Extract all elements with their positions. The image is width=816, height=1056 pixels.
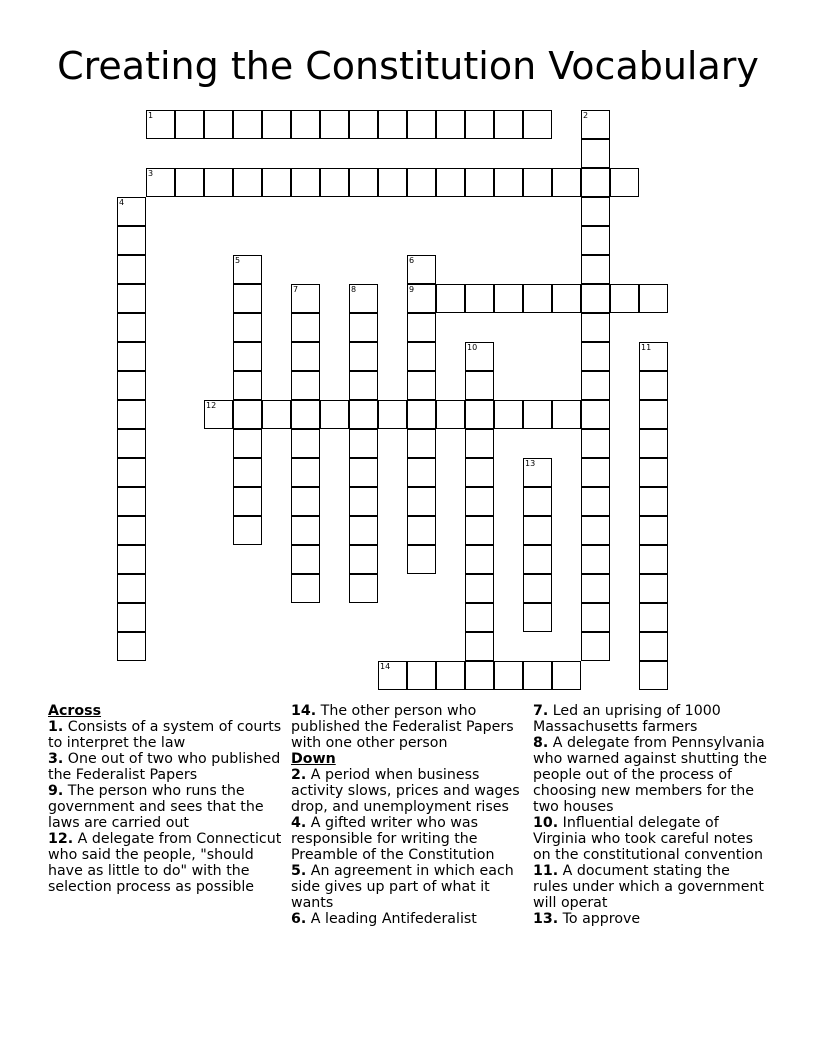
clue-text: Led an uprising of 1000 Massachusetts farmers	[533, 703, 721, 735]
clue-down-10	[533, 815, 769, 863]
grid-cell[interactable]	[581, 342, 610, 371]
grid-cell[interactable]	[262, 110, 291, 139]
grid-cell[interactable]	[407, 168, 436, 197]
clue-text: A leading Antifederalist	[310, 911, 477, 927]
grid-cell[interactable]	[581, 487, 610, 516]
grid-cell[interactable]	[581, 313, 610, 342]
grid-cell[interactable]	[639, 574, 668, 603]
grid-cell[interactable]	[610, 168, 639, 197]
grid-cell[interactable]	[465, 661, 494, 690]
grid-cell[interactable]	[233, 458, 262, 487]
grid-cell[interactable]	[639, 661, 668, 690]
clue-down-8	[533, 735, 769, 815]
clue-text: The other person who published the Federalist Papers with one other person	[291, 703, 514, 751]
grid-cell[interactable]	[552, 284, 581, 313]
clue-number: 5.	[291, 863, 307, 879]
grid-cell[interactable]	[117, 487, 146, 516]
clue-down-4	[291, 815, 527, 863]
cell-number: 14	[380, 662, 391, 671]
grid-cell[interactable]	[523, 661, 552, 690]
grid-cell[interactable]	[349, 458, 378, 487]
grid-cell[interactable]	[581, 284, 610, 313]
cell-number: 1	[148, 111, 154, 120]
clue-across-1	[48, 719, 284, 751]
grid-cell[interactable]	[581, 168, 610, 197]
grid-cell[interactable]	[523, 400, 552, 429]
grid-cell[interactable]	[465, 516, 494, 545]
grid-cell[interactable]	[639, 458, 668, 487]
clue-number: 8.	[533, 735, 549, 751]
grid-cell[interactable]	[581, 371, 610, 400]
grid-cell[interactable]	[233, 429, 262, 458]
grid-cell[interactable]	[291, 110, 320, 139]
grid-cell[interactable]	[552, 168, 581, 197]
grid-cell[interactable]	[262, 400, 291, 429]
grid-cell[interactable]	[117, 255, 146, 284]
grid-cell[interactable]	[117, 342, 146, 371]
down-header: Down	[291, 751, 336, 767]
grid-cell[interactable]	[349, 342, 378, 371]
grid-cell[interactable]	[233, 371, 262, 400]
grid-cell[interactable]	[291, 516, 320, 545]
grid-cell[interactable]	[465, 458, 494, 487]
grid-cell[interactable]	[407, 110, 436, 139]
grid-cell[interactable]	[320, 168, 349, 197]
grid-cell[interactable]	[465, 487, 494, 516]
grid-cell[interactable]	[349, 545, 378, 574]
cell-number: 8	[351, 285, 357, 294]
grid-cell[interactable]	[639, 603, 668, 632]
grid-cell[interactable]	[581, 545, 610, 574]
grid-cell[interactable]	[117, 632, 146, 661]
grid-cell[interactable]	[465, 371, 494, 400]
grid-cell[interactable]	[117, 574, 146, 603]
grid-cell[interactable]	[349, 168, 378, 197]
grid-cell[interactable]	[407, 487, 436, 516]
grid-cell[interactable]	[581, 139, 610, 168]
grid-cell[interactable]	[117, 371, 146, 400]
grid-cell[interactable]	[407, 255, 436, 284]
grid-cell[interactable]	[233, 110, 262, 139]
grid-cell[interactable]	[610, 284, 639, 313]
grid-cell[interactable]	[552, 400, 581, 429]
grid-cell[interactable]	[581, 255, 610, 284]
grid-cell[interactable]	[465, 400, 494, 429]
grid-cell[interactable]	[407, 545, 436, 574]
grid-cell[interactable]	[523, 168, 552, 197]
grid-cell[interactable]	[320, 110, 349, 139]
clue-text: A gifted writer who was responsible for writing the Preamble of the Constitution	[291, 815, 495, 863]
clue-number: 6.	[291, 911, 307, 927]
grid-cell[interactable]	[349, 284, 378, 313]
grid-cell[interactable]	[146, 110, 175, 139]
grid-cell[interactable]	[581, 603, 610, 632]
clue-text: A delegate from Connecticut who said the people, "should have as little to do" with the selection process as possible	[48, 831, 282, 895]
grid-cell[interactable]	[581, 458, 610, 487]
clue-down-7	[533, 703, 769, 735]
cell-number: 2	[583, 111, 589, 120]
grid-cell[interactable]	[639, 429, 668, 458]
grid-cell[interactable]	[291, 342, 320, 371]
cell-number: 12	[206, 401, 217, 410]
grid-cell[interactable]	[436, 168, 465, 197]
grid-cell[interactable]	[407, 342, 436, 371]
grid-cell[interactable]	[349, 429, 378, 458]
grid-cell[interactable]	[291, 284, 320, 313]
grid-cell[interactable]	[523, 545, 552, 574]
grid-cell[interactable]	[378, 661, 407, 690]
clue-text: Consists of a system of courts to interpret the law	[48, 719, 282, 751]
grid-cell[interactable]	[465, 168, 494, 197]
grid-cell[interactable]	[291, 371, 320, 400]
grid-cell[interactable]	[378, 168, 407, 197]
grid-cell[interactable]	[291, 429, 320, 458]
clue-down-13	[533, 911, 769, 927]
grid-cell[interactable]	[117, 400, 146, 429]
grid-cell[interactable]	[436, 661, 465, 690]
grid-cell[interactable]	[465, 284, 494, 313]
grid-cell[interactable]	[175, 110, 204, 139]
clue-across-12	[48, 831, 284, 895]
grid-cell[interactable]	[407, 429, 436, 458]
grid-cell[interactable]	[117, 226, 146, 255]
grid-cell[interactable]	[349, 516, 378, 545]
grid-cell[interactable]	[349, 313, 378, 342]
clue-down-2	[291, 767, 527, 815]
clue-number: 4.	[291, 815, 307, 831]
grid-cell[interactable]	[581, 197, 610, 226]
grid-cell[interactable]	[465, 574, 494, 603]
grid-cell[interactable]	[581, 574, 610, 603]
clue-across-14	[291, 703, 527, 751]
across-header: Across	[48, 703, 102, 719]
grid-cell[interactable]	[581, 516, 610, 545]
grid-cell[interactable]	[407, 313, 436, 342]
grid-cell[interactable]	[407, 661, 436, 690]
grid-cell[interactable]	[523, 516, 552, 545]
grid-cell[interactable]	[639, 400, 668, 429]
cell-number: 10	[467, 343, 478, 352]
grid-cell[interactable]	[117, 197, 146, 226]
grid-cell[interactable]	[204, 168, 233, 197]
grid-cell[interactable]	[175, 168, 204, 197]
grid-cell[interactable]	[233, 313, 262, 342]
grid-cell[interactable]	[465, 545, 494, 574]
grid-cell[interactable]	[349, 371, 378, 400]
grid-cell[interactable]	[117, 545, 146, 574]
grid-cell[interactable]	[523, 284, 552, 313]
page-title: Creating the Constitution Vocabulary	[57, 44, 759, 88]
grid-cell[interactable]	[349, 487, 378, 516]
grid-cell[interactable]	[233, 284, 262, 313]
clue-down-6	[291, 911, 527, 927]
grid-cell[interactable]	[233, 487, 262, 516]
grid-cell[interactable]	[117, 603, 146, 632]
grid-cell[interactable]	[465, 603, 494, 632]
grid-cell[interactable]	[494, 110, 523, 139]
grid-cell[interactable]	[523, 458, 552, 487]
grid-cell[interactable]	[465, 429, 494, 458]
clue-number: 7.	[533, 703, 549, 719]
grid-cell[interactable]	[349, 574, 378, 603]
grid-cell[interactable]	[581, 110, 610, 139]
grid-cell[interactable]	[494, 168, 523, 197]
grid-cell[interactable]	[291, 168, 320, 197]
clue-number: 1.	[48, 719, 64, 735]
grid-cell[interactable]	[291, 400, 320, 429]
grid-cell[interactable]	[407, 458, 436, 487]
grid-cell[interactable]	[523, 574, 552, 603]
clue-number: 12.	[48, 831, 74, 847]
grid-cell[interactable]	[639, 342, 668, 371]
clue-number: 9.	[48, 783, 64, 799]
grid-cell[interactable]	[465, 342, 494, 371]
cell-number: 5	[235, 256, 241, 265]
clue-across-9	[48, 783, 284, 831]
grid-cell[interactable]	[291, 313, 320, 342]
grid-cell[interactable]	[436, 400, 465, 429]
clue-number: 13.	[533, 911, 559, 927]
clue-number: 2.	[291, 767, 307, 783]
grid-cell[interactable]	[233, 168, 262, 197]
clue-across-3	[48, 751, 284, 783]
grid-cell[interactable]	[117, 429, 146, 458]
cell-number: 3	[148, 169, 154, 178]
grid-cell[interactable]	[639, 632, 668, 661]
grid-cell[interactable]	[291, 574, 320, 603]
clue-column-2	[291, 703, 527, 927]
grid-cell[interactable]	[581, 632, 610, 661]
grid-cell[interactable]	[639, 371, 668, 400]
grid-cell[interactable]	[465, 110, 494, 139]
clue-text: A document stating the rules under which a government will operat	[533, 863, 764, 911]
grid-cell[interactable]	[494, 284, 523, 313]
grid-cell[interactable]	[233, 342, 262, 371]
grid-cell[interactable]	[523, 110, 552, 139]
grid-cell[interactable]	[378, 110, 407, 139]
clue-number: 11.	[533, 863, 559, 879]
grid-cell[interactable]	[378, 400, 407, 429]
clue-column-1	[48, 703, 284, 895]
grid-cell[interactable]	[494, 400, 523, 429]
grid-cell[interactable]	[407, 284, 436, 313]
grid-cell[interactable]	[436, 110, 465, 139]
grid-cell[interactable]	[639, 487, 668, 516]
grid-cell[interactable]	[117, 313, 146, 342]
grid-cell[interactable]	[581, 226, 610, 255]
grid-cell[interactable]	[262, 168, 291, 197]
clue-text: An agreement in which each side gives up part of what it wants	[291, 863, 514, 911]
cell-number: 11	[641, 343, 652, 352]
clue-down-5	[291, 863, 527, 911]
clue-text: A delegate from Pennsylvania who warned against shutting the people out of the process of choosing new members for the two houses	[533, 735, 767, 815]
clue-text: To approve	[562, 911, 641, 927]
cell-number: 9	[409, 285, 415, 294]
grid-cell[interactable]	[639, 284, 668, 313]
clue-text: The person who runs the government and sees that the laws are carried out	[48, 783, 264, 831]
clue-number: 14.	[291, 703, 317, 719]
cell-number: 4	[119, 198, 125, 207]
clue-column-3	[533, 703, 769, 927]
grid-cell[interactable]	[523, 487, 552, 516]
grid-cell[interactable]	[146, 168, 175, 197]
clue-text: Influential delegate of Virginia who took careful notes on the constitutional convention	[533, 815, 763, 863]
grid-cell[interactable]	[581, 429, 610, 458]
cell-number: 7	[293, 285, 299, 294]
grid-cell[interactable]	[639, 516, 668, 545]
grid-cell[interactable]	[233, 255, 262, 284]
grid-cell[interactable]	[117, 284, 146, 313]
grid-cell[interactable]	[465, 632, 494, 661]
grid-cell[interactable]	[233, 516, 262, 545]
grid-cell[interactable]	[204, 110, 233, 139]
grid-cell[interactable]	[291, 487, 320, 516]
grid-cell[interactable]	[494, 661, 523, 690]
clue-text: One out of two who published the Federalist Papers	[48, 751, 281, 783]
grid-cell[interactable]	[291, 545, 320, 574]
grid-cell[interactable]	[291, 458, 320, 487]
clue-text: A period when business activity slows, prices and wages drop, and unemployment rises	[291, 767, 520, 815]
grid-cell[interactable]	[436, 284, 465, 313]
grid-cell[interactable]	[349, 400, 378, 429]
grid-cell[interactable]	[233, 400, 262, 429]
grid-cell[interactable]	[349, 110, 378, 139]
grid-cell[interactable]	[407, 371, 436, 400]
grid-cell[interactable]	[320, 400, 349, 429]
grid-cell[interactable]	[581, 400, 610, 429]
clue-down-11	[533, 863, 769, 911]
grid-cell[interactable]	[639, 545, 668, 574]
grid-cell[interactable]	[117, 516, 146, 545]
grid-cell[interactable]	[407, 400, 436, 429]
cell-number: 13	[525, 459, 536, 468]
grid-cell[interactable]	[552, 661, 581, 690]
grid-cell[interactable]	[523, 603, 552, 632]
grid-cell[interactable]	[204, 400, 233, 429]
clue-number: 3.	[48, 751, 64, 767]
grid-cell[interactable]	[407, 516, 436, 545]
cell-number: 6	[409, 256, 415, 265]
clue-number: 10.	[533, 815, 559, 831]
grid-cell[interactable]	[117, 458, 146, 487]
